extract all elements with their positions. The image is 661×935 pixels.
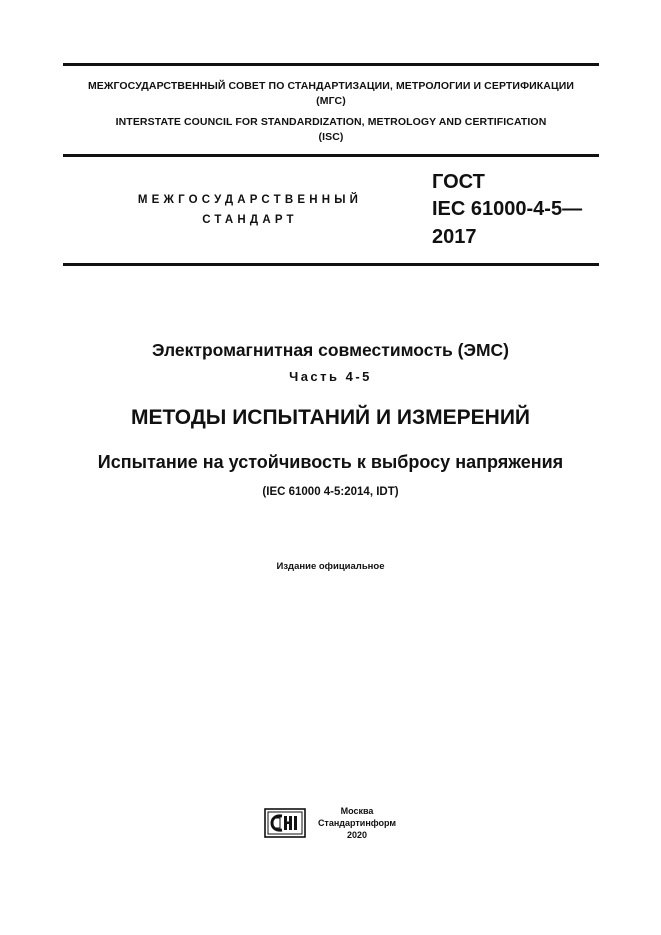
document-part-label: Часть 4-5 <box>289 369 372 384</box>
standard-kind-line2: СТАНДАРТ <box>202 214 298 226</box>
council-name-ru-line1: МЕЖГОСУДАРСТВЕННЫЙ СОВЕТ ПО СТАНДАРТИЗАЦИИ, МЕТРОЛОГИИ И СЕРТИФИКАЦИИ <box>87 80 575 92</box>
council-abbr-en: (ISC) <box>318 131 344 143</box>
publisher-city: Москва <box>340 806 374 816</box>
document-subtitle: Испытание на устойчивость к выбросу напряжения <box>97 452 564 472</box>
council-name-ru <box>63 79 599 109</box>
council-abbr-ru: (МГС) <box>316 95 346 107</box>
iec-reference: (IEC 61000 4-5:2014, IDT) <box>262 486 399 498</box>
bottom-rule <box>63 263 599 266</box>
standard-code-line3: 2017 <box>432 226 477 248</box>
standartinform-logo-icon <box>264 808 306 838</box>
council-name-en-line1: INTERSTATE COUNCIL FOR STANDARDIZATION, METROLOGY AND CERTIFICATION <box>115 116 547 128</box>
standard-code-line1: ГОСТ <box>432 171 485 193</box>
publisher-block <box>312 805 402 841</box>
document-title-methods: МЕТОДЫ ИСПЫТАНИЙ И ИЗМЕРЕНИЙ <box>130 406 531 429</box>
middle-rule <box>63 154 599 157</box>
publisher-year: 2020 <box>346 830 368 840</box>
standard-code-line2: IEC 61000-4-5— <box>432 198 583 220</box>
publisher-name: Стандартинформ <box>317 818 397 828</box>
top-rule <box>63 63 599 66</box>
council-name-en <box>63 115 599 145</box>
standard-kind-line1: МЕЖГОСУДАРСТВЕННЫЙ <box>137 194 363 206</box>
document-title-main: Электромагнитная совместимость (ЭМС) <box>152 340 509 360</box>
edition-label: Издание официальное <box>276 561 385 572</box>
